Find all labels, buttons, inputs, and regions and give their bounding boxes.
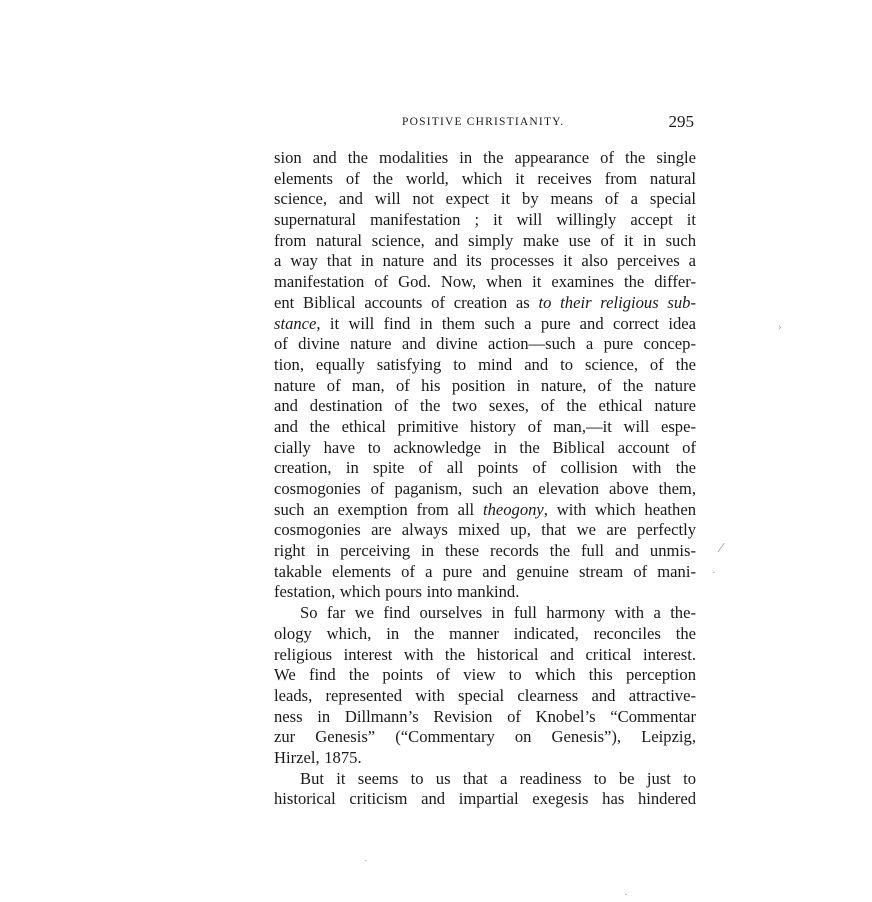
text-line: religious interest with the historical and critical interest. bbox=[274, 644, 696, 664]
text-segment: , with which heathen bbox=[543, 499, 696, 519]
text-line bbox=[274, 500, 696, 521]
text-line: a way that in nature and its processes it also perceives a bbox=[274, 251, 696, 271]
text-line: and the ethical primitive history of man,—it will espe- bbox=[274, 416, 696, 436]
text-line: festation, which pours into mankind. bbox=[274, 582, 520, 602]
page-number: 295 bbox=[668, 112, 694, 131]
scan-speck: · bbox=[364, 855, 368, 867]
text-line: supernatural manifestation ; it will willingly accept it bbox=[274, 210, 696, 230]
text-line: takable elements of a pure and genuine stream of mani- bbox=[274, 561, 696, 581]
text-line: So far we find ourselves in full harmony with a the- bbox=[300, 603, 696, 623]
text-line: science, and will not expect it by means of a special bbox=[274, 189, 696, 209]
scan-speck: › bbox=[778, 321, 782, 333]
text-segment: such an exemption from all bbox=[274, 499, 483, 519]
italic-phrase: theogony bbox=[482, 499, 544, 519]
text-line: from natural science, and simply make use of it in such bbox=[274, 230, 696, 250]
text-line: elements of the world, which it receives from natural bbox=[274, 168, 696, 188]
text-line: Hirzel, 1875. bbox=[274, 747, 362, 767]
text-line: But it seems to us that a readiness to be just to bbox=[300, 768, 696, 788]
scan-speck: · bbox=[712, 567, 716, 579]
scan-speck: · bbox=[624, 889, 628, 901]
text-line: historical criticism and impartial exegesis has hindered bbox=[274, 789, 696, 809]
text-line: right in perceiving in these records the full and unmis- bbox=[274, 541, 696, 561]
text-line: tion, equally satisfying to mind and to science, of the bbox=[274, 354, 696, 374]
text-line: manifestation of God. Now, when it examines the differ- bbox=[274, 272, 696, 292]
text-line: sion and the modalities in the appearance of the single bbox=[274, 148, 696, 167]
text-line: creation, in spite of all points of collision with the bbox=[274, 458, 696, 478]
text-line: cosmogonies are always mixed up, that we are perfectly bbox=[274, 520, 696, 540]
text-line: nature of man, of his position in nature, of the nature bbox=[274, 375, 696, 395]
text-segment: , it will find in them such a pure and correct idea bbox=[316, 313, 696, 333]
text-line: of divine nature and divine action—such a pure concep- bbox=[274, 334, 696, 354]
running-head bbox=[274, 112, 696, 134]
text-line: cially have to acknowledge in the Biblical account of bbox=[274, 437, 696, 457]
text-line: We find the points of view to which this perception bbox=[274, 665, 696, 685]
text-line bbox=[274, 314, 696, 335]
text-line: leads, represented with special clearness and attractive- bbox=[274, 685, 696, 705]
text-line: and destination of the two sexes, of the ethical nature bbox=[274, 396, 696, 416]
text-line: ology which, in the manner indicated, reconciles the bbox=[274, 623, 696, 643]
text-line: ness in Dillmann’s Revision of Knobel’s “Commentar bbox=[274, 706, 696, 726]
italic-phrase: to their religious sub- bbox=[538, 292, 697, 312]
running-title: POSITIVE CHRISTIANITY. bbox=[402, 116, 565, 128]
text-line bbox=[274, 293, 696, 314]
scan-speck: ⁄ bbox=[720, 541, 723, 556]
text-line: zur Genesis” (“Commentary on Genesis”), Leipzig, bbox=[274, 727, 696, 747]
text-line: cosmogonies of paganism, such an elevation above them, bbox=[274, 479, 696, 498]
text-segment: ent Biblical accounts of creation as bbox=[274, 292, 539, 312]
italic-phrase: stance bbox=[274, 313, 317, 333]
body-text bbox=[274, 148, 696, 810]
